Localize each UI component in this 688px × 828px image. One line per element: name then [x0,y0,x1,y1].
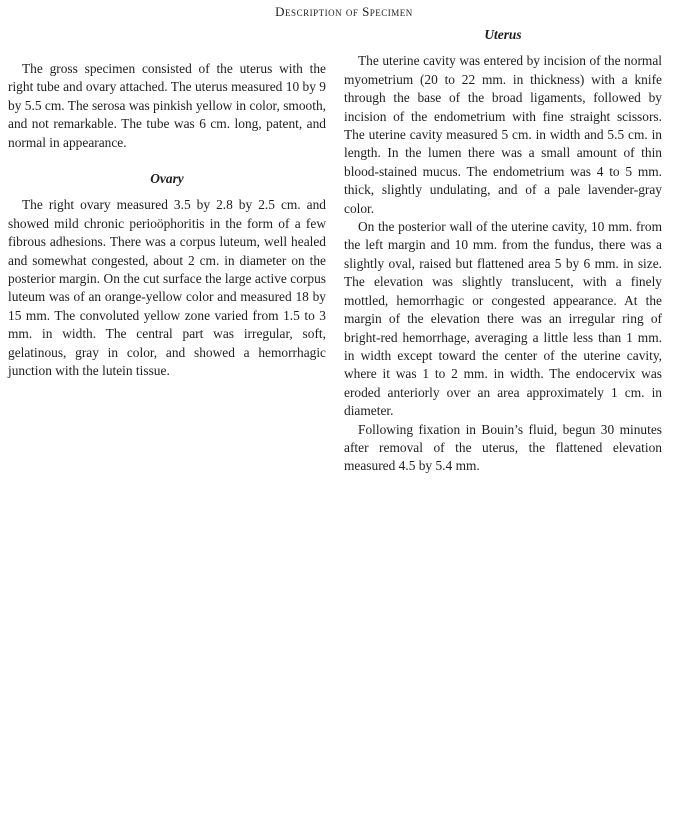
uterus-paragraph-1: The uterine cavity was entered by incision of the normal myometrium (20 to 22 mm. in thickness) with a knife through the base of the broad ligaments, followed by incision of the endometrium with fine straight scissors. The uterine cavity measured 5 cm. in width and 5.5 cm. in length. In the lumen there was a small amount of thin blood-stained mucus. The endometrium was 4 to 5 mm. thick, slightly undulating, and of a pale lavender-gray color. [344,53,662,216]
intro-paragraph: The gross specimen consisted of the uterus with the right tube and ovary attached. The uterus measured 10 by 9 by 5.5 cm. The serosa was pinkish yellow in color, smooth, and not remarkable. The tube was 6 cm. long, patent, and normal in appearance. [8,61,326,150]
left-column [8,60,326,381]
uterus-paragraph-2: On the posterior wall of the uterine cavity, 10 mm. from the left margin and 10 mm. from the fundus, there was a slightly oval, raised but flattened area 5 by 6 mm. in size. The elevation was slightly translucent, with a finely mottled, hemorrhagic or congested appearance. At the margin of the elevation there was an irregular ring of bright-red hemorrhage, averaging a little less than 1 mm. in width except toward the center of the uterine cavity, where it was 1 to 2 mm. in width. The endocervix was eroded anteriorly over an area approximately 1 cm. in diameter. [344,219,662,419]
ovary-paragraph: The right ovary measured 3.5 by 2.8 by 2.5 cm. and showed mild chronic perioöphoritis in the form of a few fibrous adhesions. There was a corpus luteum, well healed and somewhat congested, about 2 cm. in diameter on the posterior margin. On the cut surface the large active corpus luteum was of an orange-yellow color and measured 18 by 15 mm. The convoluted yellow zone varied from 1.5 to 3 mm. in width. The central part was irregular, soft, gelatinous, gray in color, and showed a hemorrhagic junction with the lutein tissue. [8,197,326,379]
running-header: Description of Specimen [275,4,413,19]
ovary-heading: Ovary [150,171,184,187]
uterus-paragraph-3: Following fixation in Bouin’s fluid, begun 30 minutes after removal of the uterus, the flattened elevation measured 4.5 by 5.4 mm. [344,421,662,474]
uterus-heading: Uterus [484,27,522,42]
right-column [344,26,662,476]
